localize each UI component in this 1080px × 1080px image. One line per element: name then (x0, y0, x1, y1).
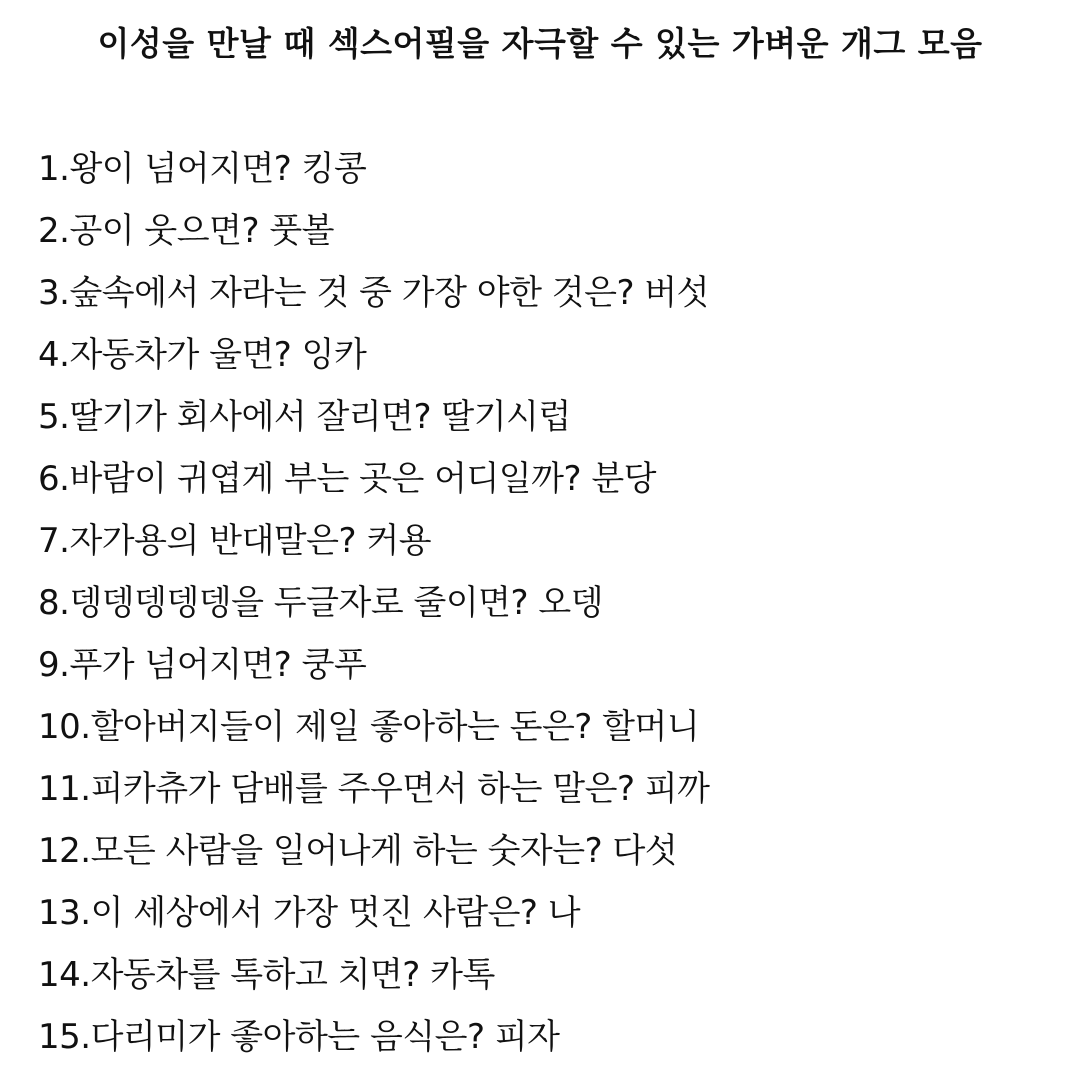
list-item: 13.이 세상에서 가장 멋진 사람은? 나 (38, 893, 581, 933)
list-item: 3.숲속에서 자라는 것 중 가장 야한 것은? 버섯 (38, 273, 709, 313)
list-item: 2.공이 웃으면? 풋볼 (38, 211, 335, 251)
list-item: 6.바람이 귀엽게 부는 곳은 어디일까? 분당 (38, 459, 657, 499)
list-item: 8.뎅뎅뎅뎅뎅을 두글자로 줄이면? 오뎅 (38, 583, 604, 623)
list-item: 15.다리미가 좋아하는 음식은? 피자 (38, 1017, 560, 1057)
list-item: 4.자동차가 울면? 잉카 (38, 335, 367, 375)
joke-list (38, 138, 710, 1068)
page-title: 이성을 만날 때 섹스어필을 자극할 수 있는 가벼운 개그 모음 (97, 24, 983, 63)
list-item: 5.딸기가 회사에서 잘리면? 딸기시럽 (38, 397, 571, 437)
list-item: 12.모든 사람을 일어나게 하는 숫자는? 다섯 (38, 831, 678, 871)
list-item: 9.푸가 넘어지면? 쿵푸 (38, 645, 367, 685)
list-item: 14.자동차를 톡하고 치면? 카톡 (38, 955, 495, 995)
list-item: 11.피카츄가 담배를 주우면서 하는 말은? 피까 (38, 769, 710, 809)
list-item: 7.자가용의 반대말은? 커용 (38, 521, 432, 561)
list-item: 10.할아버지들이 제일 좋아하는 돈은? 할머니 (38, 707, 700, 747)
list-item: 1.왕이 넘어지면? 킹콩 (38, 149, 367, 189)
